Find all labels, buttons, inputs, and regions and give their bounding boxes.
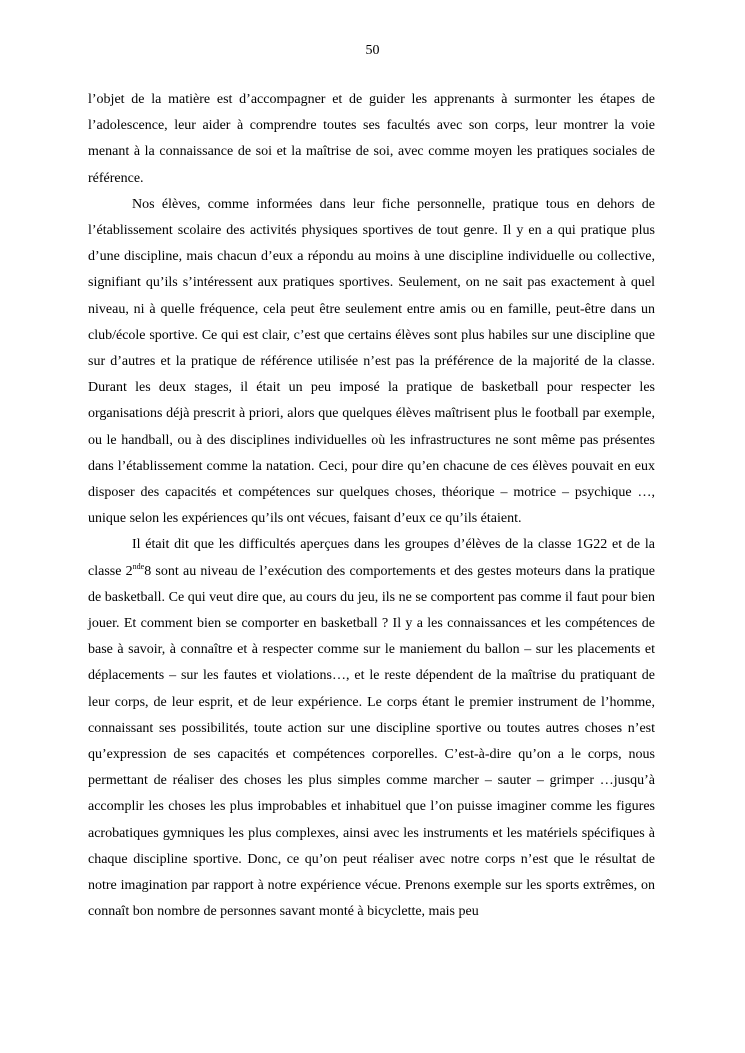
paragraph-3-start: Il était dit que les difficultés aperçues dans les groupes d’élèves de la classe 1G22 et de la classe 2 [88,537,655,579]
body-text [88,87,655,926]
paragraph-2: Nos élèves, comme informées dans leur fiche personnelle, pratique tous en dehors de l’établissement scolaire des activités physiques sportives de tout genre. Il y en a qui pratique plus d’une discipline, mais chacun d’eux a répondu au moins à une discipline individuelle ou collective, signifiant qu’ils s’intéressent aux pratiques sportives. Seulement, on ne sait pas exactement à quel niveau, ni à quelle fréquence, cela peut être seulement entre amis ou en famille, peut-être dans un club/école sportive. Ce qui est clair, c’est que certains élèves sont plus habiles sur une discipline que sur d’autres et la pratique de référence utilisée n’est pas la préférence de la majorité de la classe. Durant les deux stages, il était un peu imposé la pratique de basketball pour respecter les organisations déjà prescrit à priori, alors que quelques élèves maîtrisent plus le football par exemple, ou le handball, ou à des disciplines individuelles où les infrastructures ne sont même pas présentes dans l’établissement comme la natation. Ceci, pour dire qu’en chacune de ces élèves pouvait en eux disposer des capacités et compétences sur quelques choses, théorique – motrice – psychique …, unique selon les expériences qu’ils ont vécues, faisant d’eux ce qu’ils étaient. [88,196,655,527]
superscript-nde: nde [132,561,145,571]
paragraph-1: l’objet de la matière est d’accompagner et de guider les apprenants à surmonter les étapes de l’adolescence, leur aider à comprendre toutes ses facultés avec son corps, leur montrer la voie menant à la connaissance de soi et la maîtrise de soi, avec comme moyen les pratiques sociales de référence. [88,92,655,186]
paragraph-3-rest: 8 sont au niveau de l’exécution des comportements et des gestes moteurs dans la pratique de basketball. Ce qui veut dire que, au cours du jeu, ils ne se comportent pas comme il faut pour bien jouer. Et comment bien se comporter en basketball ? Il y a les connaissances et les compétences de base à savoir, à connaître et à respecter comme sur le maniement du ballon – sur les placements et déplacements – sur les fautes et violations…, et le reste dépendent de la maîtrise du pratiquant de leur corps, de leur esprit, et de leur expérience. Le corps étant le premier instrument de l’homme, connaissant ses possibilités, toute action sur une discipline sportive ou toutes autres choses n’est qu’expression de ses capacités et compétences corporelles. C’est-à-dire qu’on a le corps, nous permettant de réaliser des choses les plus simples comme marcher – sauter – grimper …jusqu’à accomplir les choses les plus improbables et inhabituel que l’on puisse imaginer comme les figures acrobatiques gymniques les plus complexes, ainsi avec les instruments et les matériels spécifiques à chaque discipline sportive. Donc, ce qu’on peut réaliser avec notre corps n’est que le résultat de notre imagination par rapport à notre expérience vécue. Prenons exemple sur les sports extrêmes, on connaît bon nombre de personnes savant monté à bicyclette, mais peu [88,563,655,920]
paragraph-3 [88,532,655,925]
page-number: 50 [365,43,380,58]
